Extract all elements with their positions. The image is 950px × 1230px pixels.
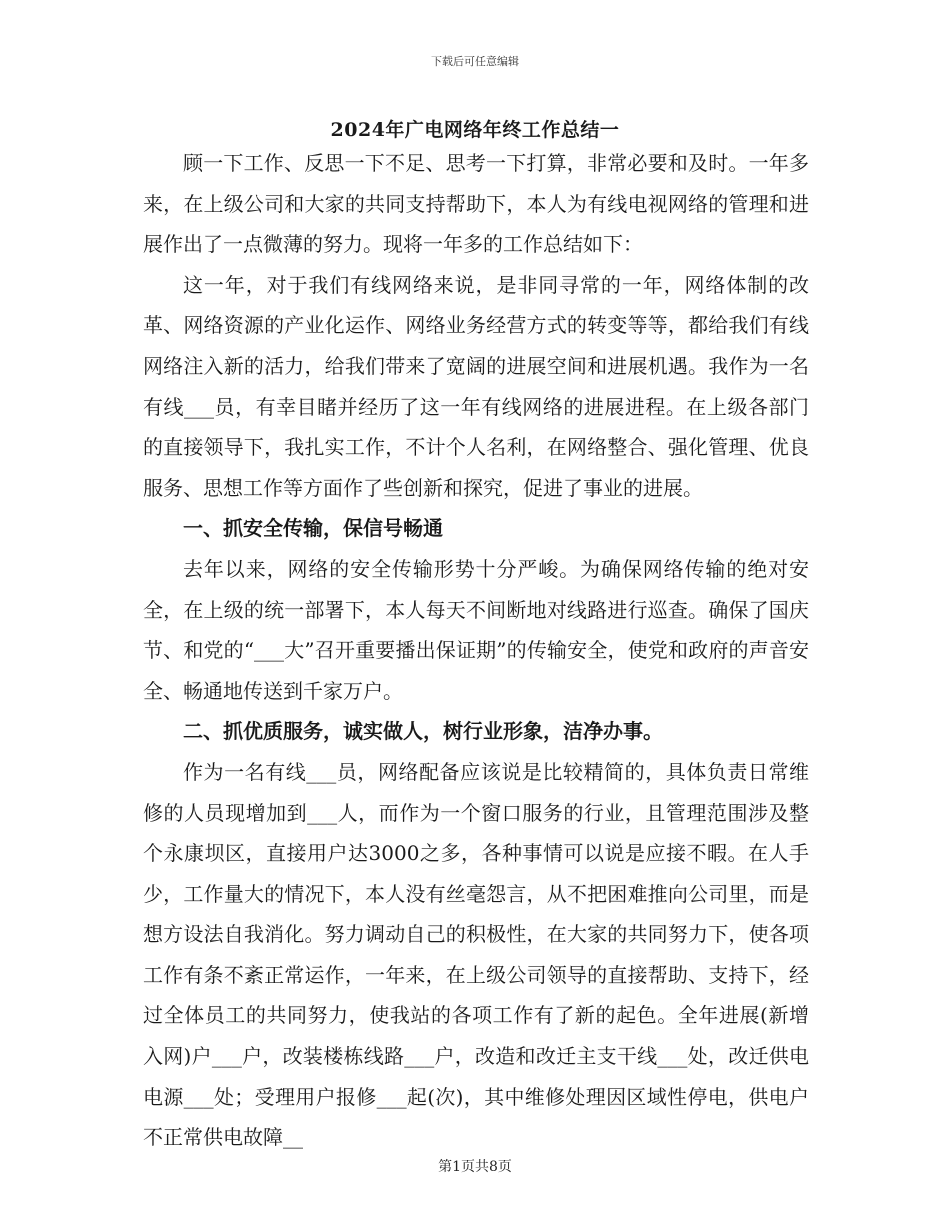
intro-paragraph: 顾一下工作、反思一下不足、思考一下打算，非常必要和及时。一年多来，在上级公司和大家的共同支持帮助下，本人为有线电视网络的管理和进展作出了一点微薄的努力。现将一年多的工作总结如下： <box>143 151 809 257</box>
page-number-footer: 第1页共8页 <box>438 1159 512 1175</box>
section-2-paragraph: 作为一名有线___员，网络配备应该说是比较精简的，具体负责日常维修的人员现增加到___人，而作为一个窗口服务的行业，且管理范围涉及整个永康坝区，直接用户达3000之多，各种事情可以说是应接不暇。在人手少，工作量大的情况下，本人没有丝毫怨言，从不把困难推向公司里，而是想方设法自我消化。努力调动自己的积极性，在大家的共同努力下，使各项工作有条不紊正常运作，一年来，在上级公司领导的直接帮助、支持下，经过全体员工的共同努力，使我站的各项工作有了新的起色。全年进展(新增入网)户___户，改装楼栋线路___户，改造和改迁主支干线___处，改迁供电电源___处；受理用户报修___起(次)，其中维修处理因区域性停电，供电户不正常供电故障__ <box>143 759 809 1150</box>
document-body <box>143 143 809 1158</box>
page-title: 2024年广电网络年终工作总结一 <box>330 119 620 141</box>
section-1-paragraph: 去年以来，网络的安全传输形势十分严峻。为确保网络传输的绝对安全，在上级的统一部署下，本人每天不间断地对线路进行巡查。确保了国庆节、和党的“___大”召开重要播出保证期”的传输安全，使党和政府的声音安全、畅通地传送到千家万户。 <box>143 556 809 703</box>
section-heading-2: 二、抓优质服务，诚实做人，树行业形象，洁净办事。 <box>183 719 663 744</box>
overview-paragraph: 这一年，对于我们有线网络来说，是非同寻常的一年，网络体制的改革、网络资源的产业化运作、网络业务经营方式的转变等等，都给我们有线网络注入新的活力，给我们带来了宽阔的进展空间和进展机遇。我作为一名有线___员，有幸目睹并经历了这一年有线网络的进展进程。在上级各部门的直接领导下，我扎实工作，不计个人名利，在网络整合、强化管理、优良服务、思想工作等方面作了些创新和探究，促进了事业的进展。 <box>143 272 809 500</box>
header-note: 下载后可任意编辑 <box>431 55 519 68</box>
section-heading-1: 一、抓安全传输，保信号畅通 <box>183 516 443 541</box>
